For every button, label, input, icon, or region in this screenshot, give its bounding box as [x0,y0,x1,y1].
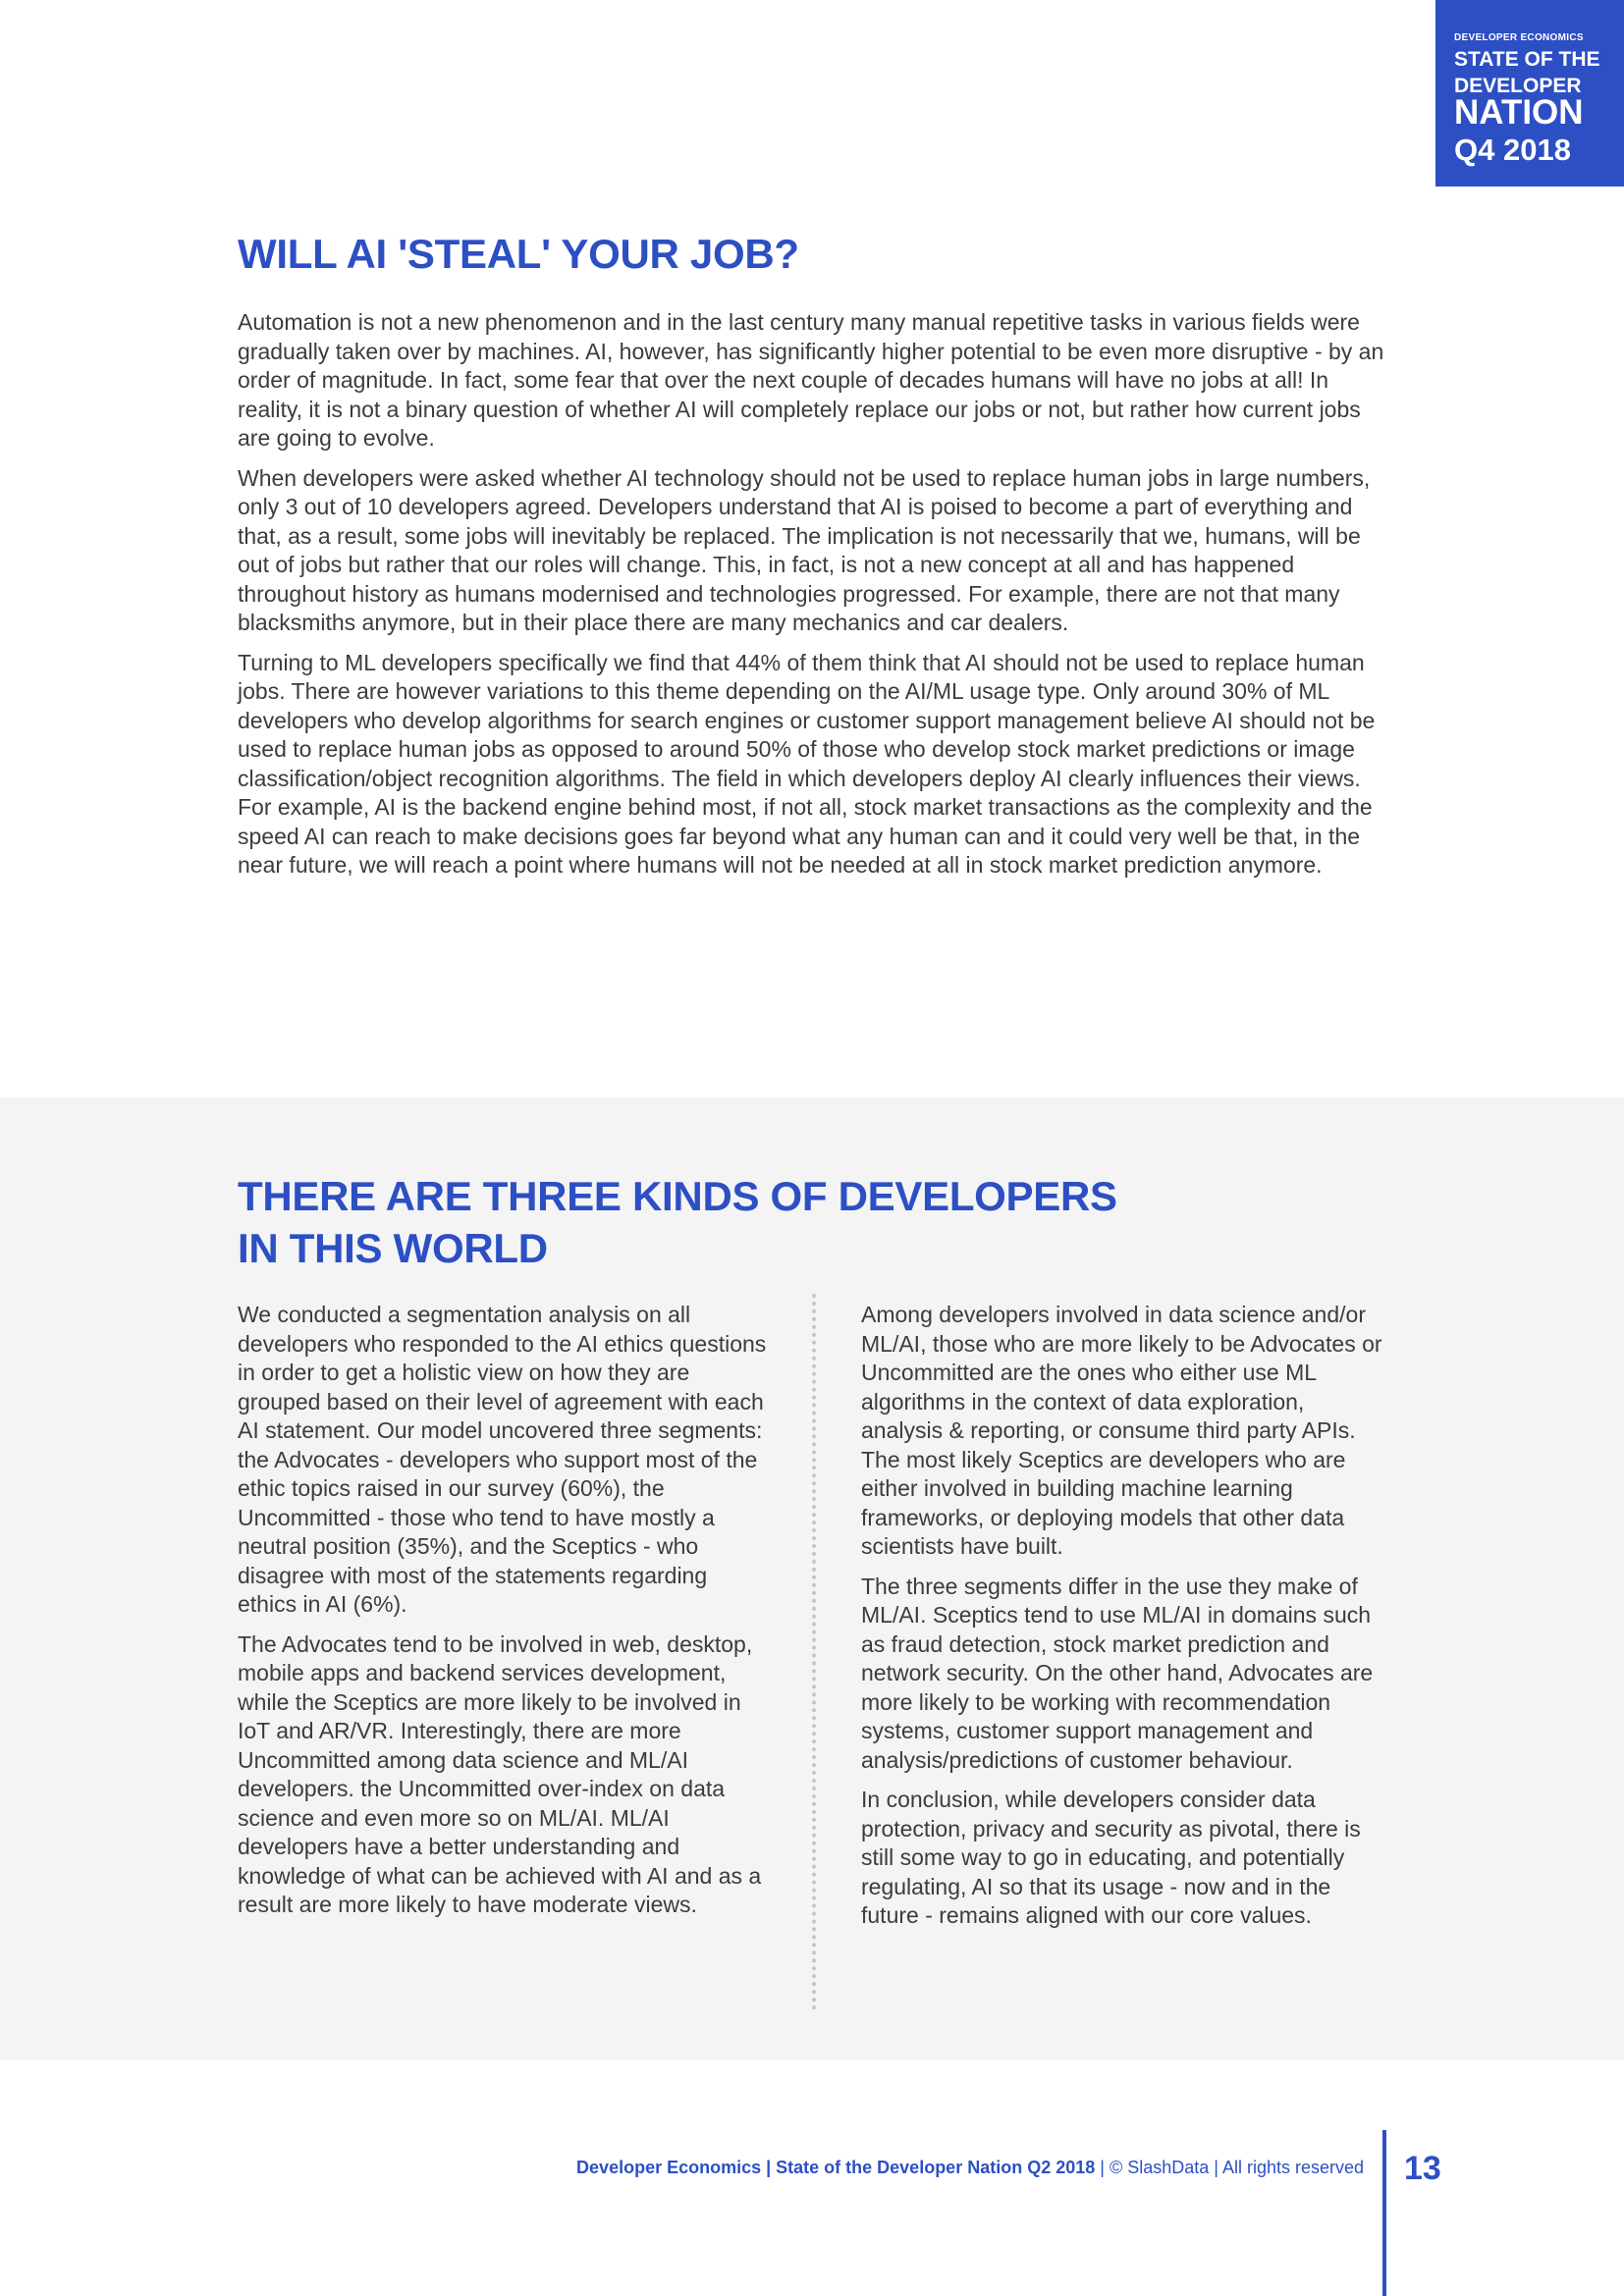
footer-divider-bar [1382,2130,1386,2296]
section2-right-paragraph: Among developers involved in data science and/or ML/AI, those who are more likely to be Advocates or Uncommitted are the ones who either use ML algorithms in the context of data exploration, analysis & reporting, or consume third party APIs. The most likely Sceptics are developers who are either involved in building machine learning frameworks, or deploying models that other data scientists have built. [861,1302,1382,1559]
badge-line-2: STATE OF THE [1454,48,1600,71]
section1-title: WILL AI 'STEAL' YOUR JOB? [238,231,799,277]
section2-left-column [238,1301,768,1931]
section1-paragraph: Turning to ML developers specifically we find that 44% of them think that AI should not be used to replace human jobs. There are however variations to this theme depending on the AI/ML usage type. Only around 30% of ML developers who develop algorithms for search engines or customer support management believe AI should not be used to replace human jobs as opposed to around 50% of those who develop stock market predictions or image classification/object recognition algorithms. The field in which developers deploy AI clearly influences their views. For example, AI is the backend engine behind most, if not all, stock market transactions as the complexity and the speed AI can reach to make decisions goes far beyond what any human can and it could very well be that, in the near future, we will reach a point where humans will not be needed at all in stock market prediction anymore. [238,649,1376,878]
section2-right-column [861,1301,1391,1942]
page-number: 13 [1404,2150,1441,2187]
section2-title-line-1: THERE ARE THREE KINDS OF DEVELOPERS [238,1173,1117,1219]
footer-copyright: | © SlashData | All rights reserved [1095,2158,1364,2177]
section2-right-paragraph: In conclusion, while developers consider data protection, privacy and security as pivotal, there is still some way to go in educating, and potentially regulating, AI so that its usage - now and in the future - remains aligned with our core values. [861,1787,1361,1928]
section1-body [238,308,1386,891]
page-footer [576,2158,1364,2178]
section2-title-line-2: IN THIS WORLD [238,1225,548,1271]
badge-line-3: DEVELOPER [1454,75,1582,97]
section2-right-paragraph: The three segments differ in the use they make of ML/AI. Sceptics tend to use ML/AI in domains such as fraud detection, stock market prediction and network security. On the other hand, Advocates are more likely to be working with recommendation systems, customer support management and analysis/predictions of customer behaviour. [861,1573,1374,1773]
section2-left-paragraph: We conducted a segmentation analysis on all developers who responded to the AI ethics questions in order to get a holistic view on how they are grouped based on their level of agreement with each AI statement. Our model uncovered three segments: the Advocates - developers who support most of the ethic topics raised in our survey (60%), the Uncommitted - those who tend to have mostly a neutral position (35%), and the Sceptics - who disagree with most of the statements regarding ethics in AI (6%). [238,1302,767,1617]
section1-paragraph: Automation is not a new phenomenon and in the last century many manual repetitive tasks in various fields were gradually taken over by machines. AI, however, has significantly higher potential to be even more disruptive - by an order of magnitude. In fact, some fear that over the next couple of decades humans will have no jobs at all! In reality, it is not a binary question of whether AI will completely replace our jobs or not, but rather how current jobs are going to evolve. [238,309,1384,451]
footer-report-name: Developer Economics | State of the Developer Nation Q2 2018 [576,2158,1096,2177]
badge-line-1: DEVELOPER ECONOMICS [1454,32,1584,43]
section2-left-paragraph: The Advocates tend to be involved in web, desktop, mobile apps and backend services development, while the Sceptics are more likely to be involved in IoT and AR/VR. Interestingly, there are more Uncommitted among data science and ML/AI developers. the Uncommitted over-index on data science and even more so on ML/AI. ML/AI developers have a better understanding and knowledge of what can be achieved with AI and as a result are more likely to have moderate views. [238,1630,762,1917]
section1-paragraph: When developers were asked whether AI technology should not be used to replace human jobs in large numbers, only 3 out of 10 developers agreed. Developers understand that AI is poised to become a part of everything and that, as a result, some jobs will inevitably be replaced. The implication is not necessarily that we, humans, will be out of jobs but rather that our roles will change. This, in fact, is not a new concept at all and has happened throughout history as humans modernised and technologies progressed. For example, there are not that many blacksmiths anymore, but in their place there are many mechanics and car dealers. [238,464,1371,635]
section2-title [238,1170,1219,1274]
report-badge [1435,0,1624,187]
column-divider [812,1294,816,2010]
badge-line-5: Q4 2018 [1454,133,1571,167]
badge-line-4: NATION [1454,93,1584,132]
